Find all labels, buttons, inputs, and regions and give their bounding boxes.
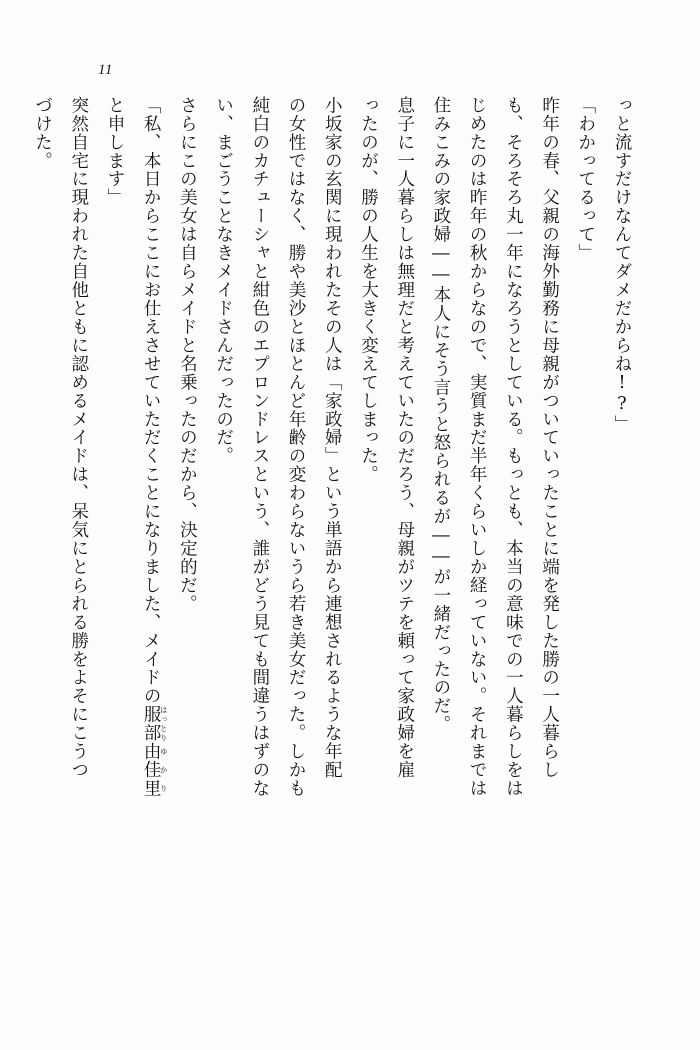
paragraph: 「わかってるって」: [575, 96, 596, 263]
paragraph: と申します」: [104, 96, 125, 207]
paragraph: じめたのは昨年の秋からなので、実質まだ半年くらいしか経っていない。それまでは: [467, 96, 488, 798]
paragraph: 純白のカチューシャと紺色のエプロンドレスという、誰がどう見ても間違うはずのな: [249, 96, 270, 798]
paragraph: ったのが、勝の人生を大きく変えてしまった。: [358, 96, 379, 484]
paragraph: い、まごうことなきメイドさんだったのだ。: [213, 96, 234, 466]
paragraph: の女性ではなく、勝や美沙とほとんど年齢の変わらないうら若き美女だった。しかも: [286, 96, 307, 798]
page-number: 11: [98, 62, 113, 78]
ruby-reading: ゆかり: [159, 742, 169, 798]
paragraph: さらにこの美女は自らメイドと名乗ったのだから、決定的だ。: [177, 96, 198, 613]
ruby-yukari: [141, 742, 169, 798]
ruby-base: 服部: [141, 705, 162, 743]
paragraph: 突然自宅に現われた自他ともに認めるメイドは、呆気にとられる勝をよそにこうつ: [68, 96, 89, 780]
paragraph: 昨年の春、父親の海外勤務に母親がついていったことに端を発した勝の一人暮らし: [539, 96, 560, 780]
paragraph-ruby-prefix: 「私、本日からここにお仕えさせていただくことになりました、メイドの: [141, 96, 162, 706]
paragraph: 住みこみの家政婦――本人にそう言うと怒られるが――が一緒だったのだ。: [430, 96, 451, 734]
paragraph: づけた。: [32, 96, 53, 170]
ruby-base: 由佳里: [141, 742, 162, 798]
ruby-reading: はっとり: [159, 705, 169, 743]
ruby-hattori: [141, 705, 169, 743]
page-text-body: [32, 96, 640, 1001]
paragraph: 小坂家の玄関に現われたその人は「家政婦」という単語から連想されるような年配: [322, 96, 343, 780]
paragraph: も、そろそろ丸一年になろうとしている。もっとも、本当の意味での一人暮らしをは: [503, 96, 524, 798]
paragraph: っと流すだけなんてダメだからね!?」: [612, 96, 632, 434]
paragraph-with-ruby: [133, 96, 169, 1001]
paragraph: 息子に一人暮らしは無理だと考えていたのだろう、母親がツテを頼って家政婦を雇: [394, 96, 415, 780]
